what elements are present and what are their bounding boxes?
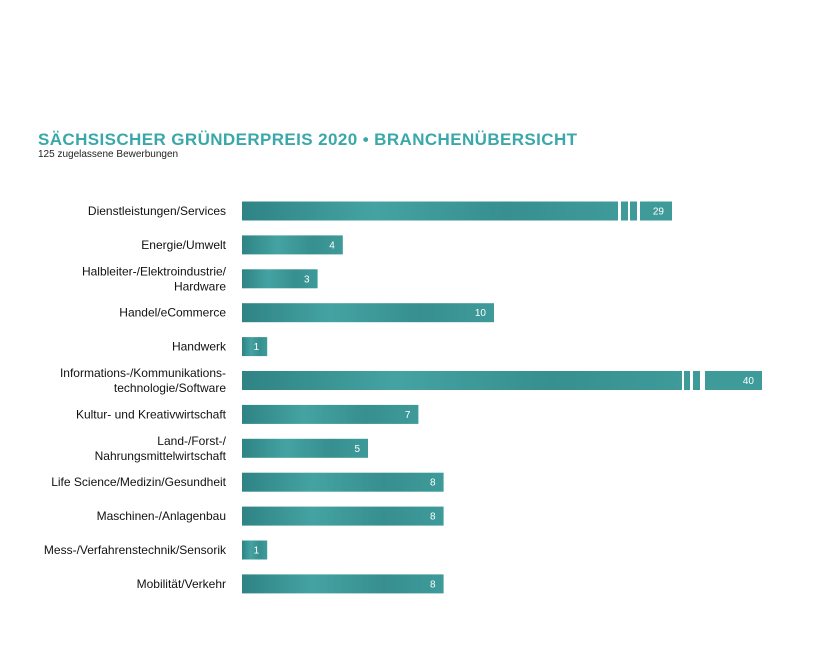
category-label-line: Handwerk <box>171 339 226 354</box>
bar-value-label: 29 <box>652 206 664 218</box>
category-label-line: Informations-/Kommunikations- <box>59 366 226 380</box>
bar-break-segment <box>684 371 690 390</box>
bar-break-segment <box>630 202 637 221</box>
bar-value-label: 8 <box>430 511 436 523</box>
category-label <box>51 475 226 489</box>
category-label-line: technologie/Software <box>113 381 226 395</box>
category-label-line: Dienstleistungen/Services <box>87 204 226 218</box>
category-label <box>82 264 227 293</box>
category-label <box>95 434 227 463</box>
bar <box>242 574 444 593</box>
category-label-line: Life Science/Medizin/Gesundheit <box>51 475 226 490</box>
bar-break-segment <box>621 202 628 221</box>
bar <box>242 303 494 322</box>
category-label <box>60 366 226 395</box>
bar <box>242 371 682 390</box>
bar-value-label: 1 <box>253 545 260 557</box>
category-label-line: Nahrungsmittelwirtschaft <box>94 448 226 463</box>
category-label <box>97 509 226 523</box>
chart-title: SÄCHSISCHER GRÜNDERPREIS 2020 • BRANCHENÜBERSICHT <box>38 130 578 149</box>
category-label <box>137 577 226 591</box>
category-label <box>119 306 226 320</box>
bar-value-label: 7 <box>404 409 411 421</box>
bar <box>242 235 343 254</box>
category-label-line: Halbleiter-/Elektroindustrie/ <box>81 264 226 279</box>
category-label-line: Hardware <box>173 279 226 294</box>
category-label-line: Mess-/Verfahrenstechnik/Sensorik <box>43 543 226 557</box>
category-label-line: Handel/eCommerce <box>119 305 226 320</box>
bar-value-label: 4 <box>329 240 335 252</box>
bar-value-label: 5 <box>354 443 360 455</box>
bar <box>242 473 444 492</box>
category-label <box>44 543 227 557</box>
chart-subtitle: 125 zugelassene Bewerbungen <box>38 149 179 160</box>
bar-break-segment <box>693 371 700 390</box>
category-label-line: Land-/Forst-/ <box>157 433 226 448</box>
category-label-line: Mobilität/Verkehr <box>136 576 226 591</box>
category-label <box>172 340 227 354</box>
category-label-line: Maschinen-/Anlagenbau <box>96 509 226 524</box>
category-label <box>88 204 226 218</box>
category-label-line: Kultur- und Kreativwirtschaft <box>75 407 226 422</box>
bar <box>242 439 368 458</box>
bar-value-label: 3 <box>304 274 310 286</box>
category-label-line: Energie/Umwelt <box>141 237 226 252</box>
bar-value-label: 1 <box>253 342 260 354</box>
bar <box>242 405 418 424</box>
bar <box>242 202 618 221</box>
bar-value-label: 10 <box>474 308 486 320</box>
category-label <box>141 238 226 252</box>
bar-value-label: 8 <box>430 579 436 591</box>
bar <box>242 507 444 526</box>
bar-value-label: 40 <box>742 376 754 387</box>
category-label <box>76 407 227 421</box>
bar-value-label: 8 <box>430 477 436 489</box>
